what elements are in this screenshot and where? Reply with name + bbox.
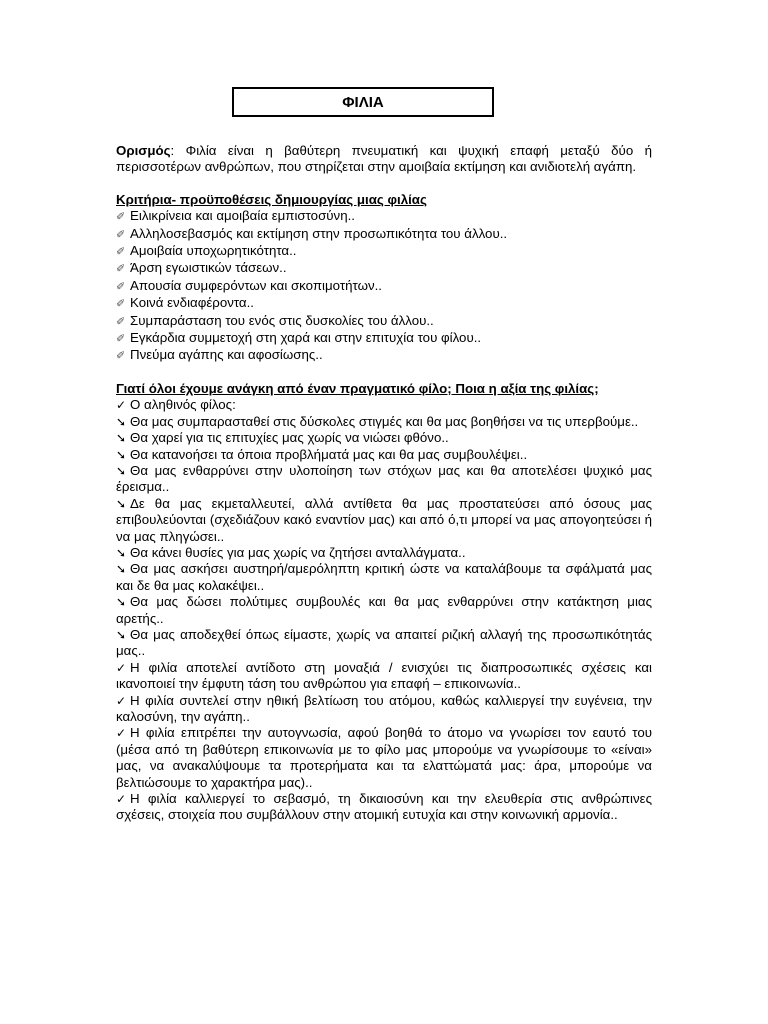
pencil-icon: ✐ [116, 211, 126, 224]
check-item [116, 725, 652, 791]
friend-item-text: Θα μας συμπαρασταθεί στις δύσκολες στιγμές και θα μας βοηθήσει να τις υπερβούμε.. [130, 413, 639, 429]
friend-item-text: Δε θα μας εκμεταλλευτεί, αλλά αντίθετα θα μας προστατεύσει από όσους μας επιβουλεύονται (σχεδιάζουν κακό εναντίον μας) και από ό,τι μπορεί να μας απογοητεύσει ή να μας πληγώσει.. [116, 495, 652, 544]
check-item-text: Η φιλία συντελεί στην ηθική βελτίωση του ατόμου, καθώς καλλιεργεί την ευγένεια, την καλοσύνη, την αγάπη.. [116, 692, 652, 724]
check-item-text: Η φιλία καλλιεργεί το σεβασμό, τη δικαιοσύνη και την ελευθερία στις ανθρώπινες σχέσεις, στοιχεία που συμβάλλουν στην ατομική ευτυχία και στην κοινωνική αρμονία.. [116, 791, 652, 823]
criteria-list [116, 208, 652, 365]
pencil-icon: ✐ [116, 280, 126, 293]
check-list [116, 660, 652, 824]
page-title: ΦΙΛΙΑ [232, 87, 494, 117]
check-icon: ✓ [116, 792, 127, 807]
criteria-item-text: Συμπαράσταση του ενός στις δυσκολίες του άλλου.. [130, 312, 434, 328]
friend-list [116, 414, 652, 660]
check-item-text: Η φιλία αποτελεί αντίδοτο στη μοναξιά / ενισχύει τις διαπροσωπικές σχέσεις και ικανοποιεί την έμφυτη τάση του ανθρώπου για επαφή – επικοινωνία.. [116, 659, 652, 692]
spacer [116, 365, 652, 381]
check-item [116, 791, 652, 824]
check-item-text: Η φιλία επιτρέπει την αυτογνωσία, αφού βοηθά το άτομο να γνωρίσει τον εαυτό του (μέσα από τη βαθύτερη επικοινωνία με το φίλο μας μπορούμε να γνωρίσουμε το «είναι» μας, να ανακαλύψουμε τα προτερήματα και τα ελαττώματά μας: άρα, μπορούμε να βελτιώσουμε το χαρακτήρα μας).. [116, 725, 652, 790]
check-icon: ✓ [116, 693, 127, 708]
criteria-item [116, 260, 652, 277]
criteria-item-text: Αλληλοσεβασμός και εκτίμηση στην προσωπικότητα του άλλου.. [130, 225, 508, 241]
criteria-item [116, 278, 652, 295]
check-icon: ✓ [116, 398, 127, 413]
arrow-down-right-icon: ➘ [116, 463, 127, 478]
criteria-item-text: Πνεύμα αγάπης και αφοσίωσης.. [130, 347, 323, 363]
friend-item [116, 627, 652, 660]
true-friend-line [116, 397, 652, 413]
check-item [116, 660, 652, 693]
definition-paragraph [116, 143, 652, 176]
pencil-icon: ✐ [116, 228, 126, 241]
criteria-item [116, 347, 652, 364]
criteria-item-text: Εγκάρδια συμμετοχή στη χαρά και στην επιτυχία του φίλου.. [130, 330, 482, 346]
pencil-icon: ✐ [116, 263, 126, 276]
definition-text: : Φιλία είναι η βαθύτερη πνευματική και ψυχική επαφή μεταξύ δύο ή περισσοτέρων ανθρώπων, που στηρίζεται στην αμοιβαία εκτίμηση και ανιδιοτελή αγάπη. [116, 143, 652, 175]
criteria-item [116, 330, 652, 347]
check-item [116, 693, 652, 726]
criteria-item-text: Κοινά ενδιαφέροντα.. [130, 295, 255, 311]
friend-item-text: Θα μας δώσει πολύτιμες συμβουλές και θα μας ενθαρρύνει στην κατάκτηση μιας αρετής.. [116, 594, 652, 626]
pencil-icon: ✐ [116, 333, 126, 346]
friend-item-text: Θα κάνει θυσίες για μας χωρίς να ζητήσει ανταλλάγματα.. [130, 544, 466, 560]
friend-item [116, 447, 652, 463]
criteria-item-text: Άρση εγωιστικών τάσεων.. [130, 260, 287, 276]
arrow-down-right-icon: ➘ [116, 627, 127, 642]
friend-item [116, 414, 652, 430]
pencil-icon: ✐ [116, 350, 126, 363]
criteria-item-text: Αμοιβαία υποχωρητικότητα.. [130, 243, 297, 259]
friend-item [116, 545, 652, 561]
criteria-heading: Κριτήρια- προϋποθέσεις δημιουργίας μιας φιλίας [116, 191, 427, 207]
arrow-down-right-icon: ➘ [116, 545, 127, 560]
arrow-down-right-icon: ➘ [116, 496, 127, 511]
friend-item-text: Θα μας αποδεχθεί όπως είμαστε, χωρίς να απαιτεί ριζική αλλαγή της προσωπικότητάς μας.. [116, 626, 652, 659]
friend-item-text: Θα μας ασκήσει αυστηρή/αμερόληπτη κριτική ώστε να καταλάβουμε τα σφάλματά μας και δε θα μας κολακέψει.. [116, 561, 652, 593]
pencil-icon: ✐ [116, 298, 126, 311]
arrow-down-right-icon: ➘ [116, 562, 127, 577]
spacer [116, 176, 652, 192]
friend-item-text: Θα μας ενθαρρύνει στην υλοποίηση των στόχων μας και θα αποτελέσει ψυχικό μας έρεισμα.. [116, 462, 652, 495]
pencil-icon: ✐ [116, 315, 126, 328]
friend-item [116, 496, 652, 545]
criteria-item [116, 226, 652, 243]
friend-item [116, 594, 652, 627]
friend-item-text: Θα χαρεί για τις επιτυχίες μας χωρίς να νιώσει φθόνο.. [130, 430, 449, 446]
friend-item [116, 561, 652, 594]
pencil-icon: ✐ [116, 246, 126, 259]
friend-item-text: Θα κατανοήσει τα όποια προβλήματά μας και θα μας συμβουλέψει.. [130, 446, 528, 462]
criteria-item [116, 313, 652, 330]
arrow-down-right-icon: ➘ [116, 447, 127, 462]
criteria-item-text: Ειλικρίνεια και αμοιβαία εμπιστοσύνη.. [130, 208, 355, 224]
criteria-item [116, 295, 652, 312]
arrow-down-right-icon: ➘ [116, 414, 127, 429]
criteria-item [116, 208, 652, 225]
criteria-item [116, 243, 652, 260]
friend-item [116, 430, 652, 446]
document-body [116, 143, 652, 824]
arrow-down-right-icon: ➘ [116, 431, 127, 446]
true-friend-label: Ο αληθινός φίλος: [130, 397, 236, 413]
friend-item [116, 463, 652, 496]
criteria-item-text: Απουσία συμφερόντων και σκοπιμοτήτων.. [130, 277, 382, 293]
check-icon: ✓ [116, 660, 127, 675]
definition-label: Ορισμός [116, 143, 171, 158]
arrow-down-right-icon: ➘ [116, 595, 127, 610]
value-heading: Γιατί όλοι έχουμε ανάγκη από έναν πραγματικό φίλο; Ποια η αξία της φιλίας; [116, 380, 599, 396]
check-icon: ✓ [116, 726, 127, 741]
